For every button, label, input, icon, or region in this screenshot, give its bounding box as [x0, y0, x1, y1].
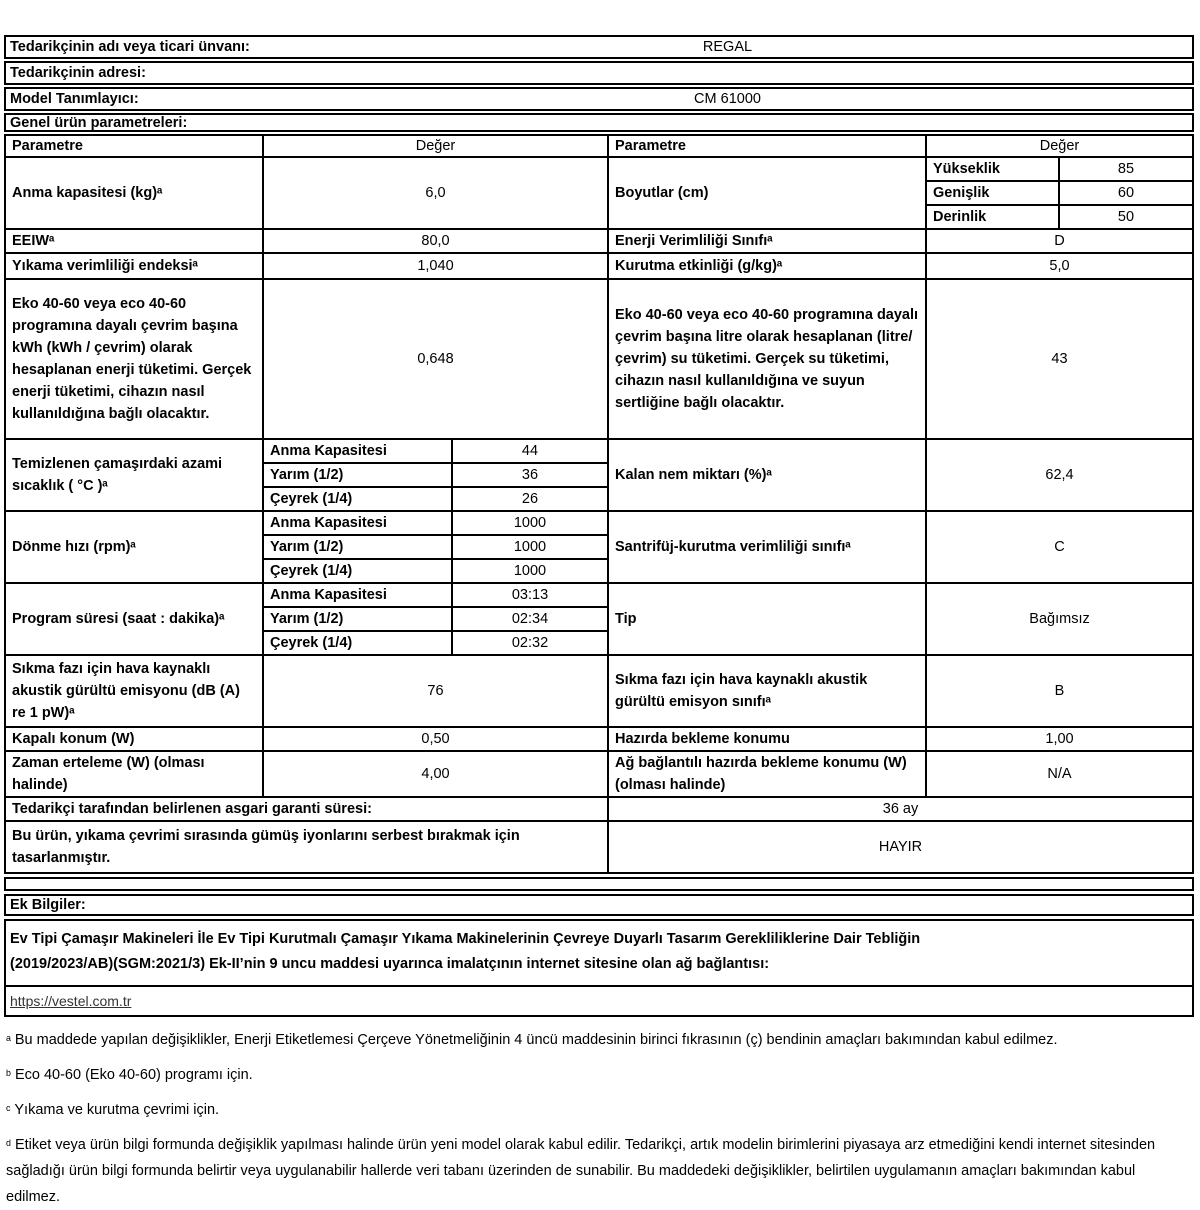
- footnote-c: [6, 1097, 1186, 1123]
- offmode-standby-row: [6, 726, 1192, 750]
- water-consumption-label: Eko 40-60 veya eco 40-60 programına dayalı çevrim başına litre olarak hesaplanan (litre/çevrim) su tüketimi. Gerçek su tüketimi, cihazın nasıl kullanıldığına ve suyun sertliğine bağlı olacaktır.: [607, 280, 925, 438]
- dimension-width-label: Genişlik: [933, 185, 990, 201]
- silver-ions-value: HAYIR: [607, 822, 1192, 872]
- general-parameters-title: Genel ürün parametreleri:: [10, 114, 188, 131]
- noise-value: 76: [262, 656, 607, 726]
- duration-quarter-value: 02:32: [451, 632, 607, 654]
- dimensions-subtable: [925, 158, 1192, 228]
- footnote-a-text: Bu maddede yapılan değişiklikler, Enerji Etiketlemesi Çerçeve Yönetmeliğinin 4 üncü maddesinin birinci fıkrasının (ç) bendinin amaçları bakımından kabul edilmez.: [14, 1032, 1058, 1048]
- additional-info-header-row: [4, 894, 1194, 916]
- footnote-c-marker: ᶜ: [6, 1102, 11, 1117]
- dimension-height-value: 85: [1058, 158, 1192, 180]
- silver-ions-row: [6, 820, 1192, 872]
- max-temp-rated-value: 44: [451, 440, 607, 462]
- noise-noiseclass-row: [6, 654, 1192, 726]
- header-param-right: Parametre: [607, 136, 925, 156]
- spin-half-value: 1000: [451, 536, 607, 558]
- spin-quarter-row: [264, 558, 607, 582]
- max-temp-half-value: 36: [451, 464, 607, 486]
- duration-label: Program süresi (saat : dakika)ᵃ: [12, 611, 225, 627]
- spin-quarter-label: Çeyrek (1/4): [270, 563, 353, 579]
- duration-half-value: 02:34: [451, 608, 607, 630]
- energy-class-label: Enerji Verimliliği Sınıfıᵃ: [607, 230, 925, 252]
- spin-rated-label: Anma Kapasitesi: [270, 515, 387, 531]
- website-link-row: [6, 985, 1192, 1015]
- energy-consumption-value: 0,648: [262, 280, 607, 438]
- header-value-left: Değer: [262, 136, 607, 156]
- footnote-b-text: Eco 40-60 (Eko 40-60) programı için.: [14, 1067, 253, 1083]
- dimensions-label: Boyutlar (cm): [607, 158, 925, 228]
- footnote-a-marker: ᵃ: [6, 1032, 11, 1047]
- additional-info-title: Ek Bilgiler:: [10, 897, 86, 913]
- footnote-d: [6, 1132, 1186, 1210]
- dimension-depth-row: [927, 204, 1192, 228]
- model-identifier-row: [4, 87, 1194, 111]
- supplier-name-value: REGAL: [702, 39, 753, 55]
- delay-start-label: Zaman erteleme (W) (olması halinde): [12, 755, 205, 793]
- energy-water-consumption-row: [6, 278, 1192, 438]
- eeiw-value: 80,0: [262, 230, 607, 252]
- network-standby-label: Ağ bağlantılı hazırda bekleme konumu (W) (olması halinde): [607, 752, 925, 796]
- parameters-table: [4, 134, 1194, 874]
- standby-label: Hazırda bekleme konumu: [607, 728, 925, 750]
- model-identifier-label: Model Tanımlayıcı:: [10, 91, 139, 107]
- duration-half-row: [264, 606, 607, 630]
- spin-half-row: [264, 534, 607, 558]
- spinspeed-spinclass-row: [6, 510, 1192, 582]
- max-temp-subtable: [262, 440, 607, 510]
- duration-rated-label: Anma Kapasitesi: [270, 587, 387, 603]
- type-value: Bağımsız: [925, 584, 1192, 654]
- eeiw-label: EEIWᵃ: [12, 233, 55, 249]
- regulation-text-line1: Ev Tipi Çamaşır Makineleri İle Ev Tipi Kurutmalı Çamaşır Yıkama Makinelerinin Çevreye Duyarlı Tasarım Gerekliliklerine Dair Tebliğin: [10, 931, 921, 947]
- noise-class-value: B: [925, 656, 1192, 726]
- dimension-width-value: 60: [1058, 182, 1192, 204]
- capacity-dimensions-row: [6, 156, 1192, 228]
- spin-half-label: Yarım (1/2): [270, 539, 344, 555]
- model-identifier-value: CM 61000: [694, 91, 761, 107]
- warranty-value: 36 ay: [607, 798, 1192, 820]
- spin-class-value: C: [925, 512, 1192, 582]
- max-temp-rated-row: [264, 440, 607, 462]
- max-temp-quarter-label: Çeyrek (1/4): [270, 491, 353, 507]
- duration-quarter-row: [264, 630, 607, 654]
- maxtemp-moisture-row: [6, 438, 1192, 510]
- max-temp-half-row: [264, 462, 607, 486]
- max-temp-half-label: Yarım (1/2): [270, 467, 344, 483]
- supplier-address-label: Tedarikçinin adresi:: [10, 65, 146, 81]
- wash-index-label: Yıkama verimliliği endeksiᵃ: [12, 258, 199, 274]
- footnote-c-text: Yıkama ve kurutma çevrimi için.: [14, 1102, 220, 1118]
- off-mode-label: Kapalı konum (W): [12, 731, 135, 747]
- duration-type-row: [6, 582, 1192, 654]
- water-consumption-value: 43: [925, 280, 1192, 438]
- max-temp-quarter-value: 26: [451, 488, 607, 510]
- rated-capacity-label: Anma kapasitesi (kg)ᵃ: [12, 185, 163, 201]
- warranty-row: [6, 796, 1192, 820]
- energy-consumption-label: Eko 40-60 veya eco 40-60 programına dayalı çevrim başına kWh (kWh / çevrim) olarak hesaplanan enerji tüketimi. Gerçek enerji tüketimi, cihazın nasıl kullanıldığına bağlı olacaktır.: [12, 296, 252, 422]
- footnotes: [6, 1018, 1186, 1210]
- duration-half-label: Yarım (1/2): [270, 611, 344, 627]
- regulation-text: [6, 921, 1192, 985]
- standby-value: 1,00: [925, 728, 1192, 750]
- moisture-label: Kalan nem miktarı (%)ᵃ: [607, 440, 925, 510]
- network-standby-value: N/A: [925, 752, 1192, 796]
- footnote-a: [6, 1027, 1186, 1053]
- spin-speed-label: Dönme hızı (rpm)ᵃ: [12, 539, 136, 555]
- footnote-d-marker: ᵈ: [6, 1137, 11, 1152]
- duration-rated-row: [264, 584, 607, 606]
- duration-subtable: [262, 584, 607, 654]
- spin-rated-value: 1000: [451, 512, 607, 534]
- supplier-name-label: Tedarikçinin adı veya ticari ünvanı:: [10, 39, 250, 55]
- wash-index-value: 1,040: [262, 254, 607, 278]
- product-fiche: [4, 35, 1194, 1017]
- dimension-height-row: [927, 158, 1192, 180]
- supplier-name-row: [4, 35, 1194, 59]
- dimension-depth-value: 50: [1058, 206, 1192, 228]
- max-temp-quarter-row: [264, 486, 607, 510]
- warranty-label: Tedarikçi tarafından belirlenen asgari garanti süresi:: [12, 801, 372, 817]
- general-parameters-section-row: [4, 113, 1194, 132]
- washindex-dryingeff-row: [6, 252, 1192, 278]
- eeiw-energyclass-row: [6, 228, 1192, 252]
- max-temp-rated-label: Anma Kapasitesi: [270, 443, 387, 459]
- header-param-left: Parametre: [12, 138, 83, 154]
- off-mode-value: 0,50: [262, 728, 607, 750]
- type-label: Tip: [607, 584, 925, 654]
- noise-label: Sıkma fazı için hava kaynaklı akustik gürültü emisyonu (dB (A) re 1 pW)ᵃ: [12, 661, 240, 721]
- rated-capacity-value: 6,0: [262, 158, 607, 228]
- max-temp-label: Temizlenen çamaşırdaki azami sıcaklık ( °C )ᵃ: [12, 456, 223, 494]
- dimension-height-label: Yükseklik: [933, 161, 1000, 177]
- footnote-b: [6, 1062, 1186, 1088]
- moisture-value: 62,4: [925, 440, 1192, 510]
- drying-eff-label: Kurutma etkinliği (g/kg)ᵃ: [607, 254, 925, 278]
- dimension-depth-label: Derinlik: [933, 209, 987, 225]
- drying-eff-value: 5,0: [925, 254, 1192, 278]
- supplier-address-row: [4, 61, 1194, 85]
- regulation-text-line2: (2019/2023/AB)(SGM:2021/3) Ek-II’nin 9 uncu maddesi uyarınca imalatçının internet sitesine olan ağ bağlantısı:: [10, 956, 770, 972]
- regulation-link-box: [4, 919, 1194, 1017]
- spin-class-label: Santrifüj-kurutma verimliliği sınıfıᵃ: [607, 512, 925, 582]
- spin-quarter-value: 1000: [451, 560, 607, 582]
- footnote-d-text: Etiket veya ürün bilgi formunda değişiklik yapılması halinde ürün yeni model olarak kabul edilir. Tedarikçi, artık modelin birimlerini piyasaya arz etmediğini kendi internet sitesinden sağladığı ürün bilgi formunda belirtir veya uygulanabilir hallerde veri tabanı üzerinden de sunabilir. Bu maddedeki değişiklikler, belirtilen uygulamanın amaçları bakımından kabul edilmez.: [6, 1137, 1156, 1205]
- header-value-right: Değer: [925, 136, 1192, 156]
- duration-quarter-label: Çeyrek (1/4): [270, 635, 353, 651]
- empty-spacer-row: [4, 877, 1194, 891]
- spin-speed-subtable: [262, 512, 607, 582]
- duration-rated-value: 03:13: [451, 584, 607, 606]
- silver-ions-label: Bu ürün, yıkama çevrimi sırasında gümüş iyonlarını serbest bırakmak için tasarlanmıştır.: [12, 828, 520, 866]
- delay-start-value: 4,00: [262, 752, 607, 796]
- spin-rated-row: [264, 512, 607, 534]
- energy-class-value: D: [925, 230, 1192, 252]
- footnote-b-marker: ᵇ: [6, 1067, 11, 1082]
- table-header-row: [6, 136, 1192, 156]
- website-link[interactable]: https://vestel.com.tr: [10, 993, 132, 1009]
- delay-network-row: [6, 750, 1192, 796]
- dimension-width-row: [927, 180, 1192, 204]
- noise-class-label: Sıkma fazı için hava kaynaklı akustik gürültü emisyon sınıfıᵃ: [607, 656, 925, 726]
